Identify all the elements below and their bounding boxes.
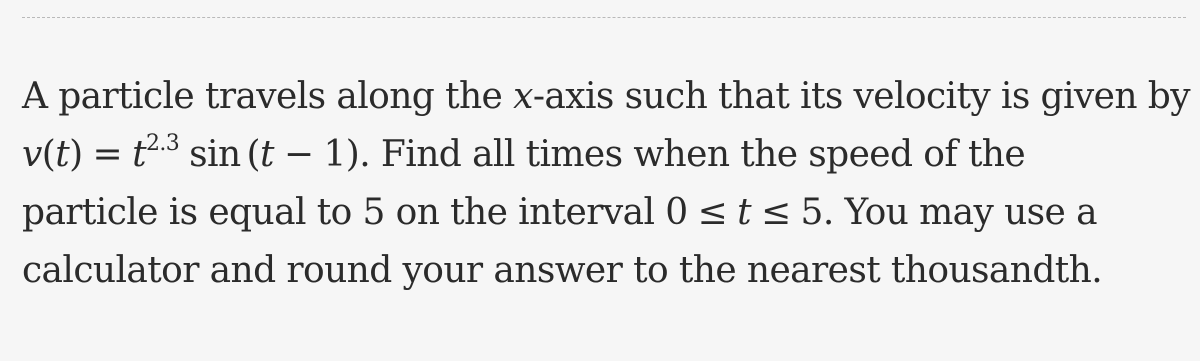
math-leq: ≤ — [760, 192, 791, 233]
math-number: 5 — [362, 192, 385, 233]
math-variable-t: t — [132, 134, 146, 175]
math-number: 5 — [800, 192, 823, 233]
math-number: 0 — [665, 192, 688, 233]
math-number: 1 — [323, 134, 346, 175]
math-variable-t: t — [55, 134, 70, 175]
problem-statement — [22, 68, 1192, 300]
math-exponent: 2.3 — [145, 131, 180, 156]
math-paren: ( — [246, 134, 260, 175]
math-function-v: v — [22, 134, 42, 175]
problem-text: calculator and round your answer to the nearest thousandth. — [22, 250, 1103, 291]
math-function-sin: sin — [189, 134, 241, 175]
problem-text: . Find all times when the speed of the — [359, 134, 1026, 175]
math-paren: ( — [41, 134, 56, 175]
math-equals: = — [92, 134, 123, 175]
problem-line-2 — [22, 126, 1192, 184]
problem-text: . You may use a — [822, 192, 1097, 233]
math-paren: ) — [345, 134, 360, 175]
problem-text: particle is equal to — [22, 192, 363, 233]
math-variable-t: t — [260, 134, 274, 175]
problem-line-3 — [22, 184, 1192, 242]
problem-text: -axis such that its velocity is given by — [532, 76, 1190, 117]
math-variable-t: t — [737, 192, 751, 233]
problem-text: on the interval — [384, 192, 666, 233]
math-paren: ) — [69, 134, 83, 175]
problem-text: A particle travels along the — [22, 76, 514, 117]
math-variable-x: x — [513, 76, 533, 117]
math-leq: ≤ — [697, 192, 728, 233]
problem-line-4 — [22, 242, 1192, 300]
dashed-divider — [22, 17, 1186, 18]
math-minus: − — [283, 134, 314, 175]
problem-line-1 — [22, 68, 1192, 126]
